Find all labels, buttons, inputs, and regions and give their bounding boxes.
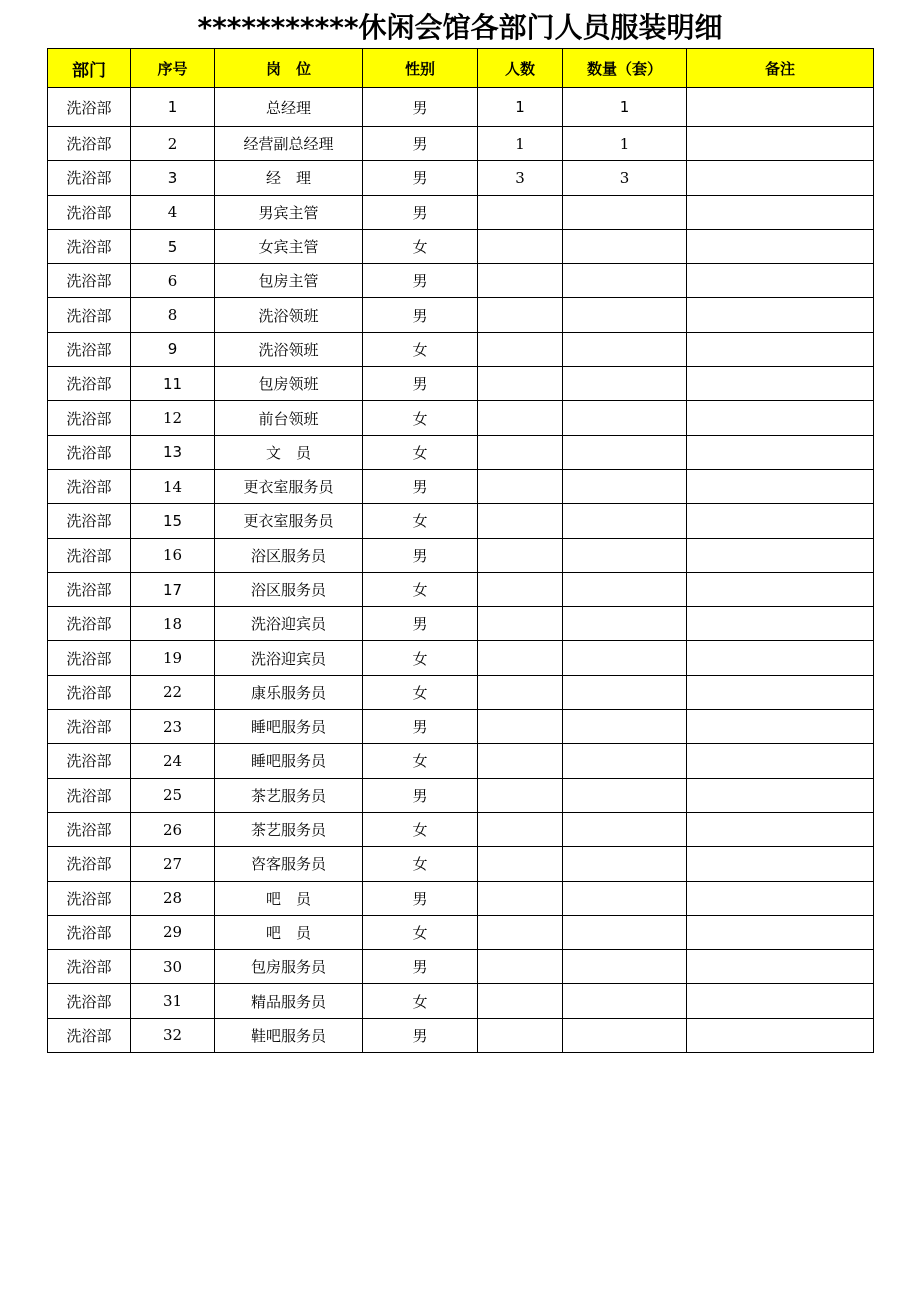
cell-count (478, 778, 563, 812)
cell-index: 16 (131, 538, 215, 572)
cell-count (478, 812, 563, 846)
cell-dept: 洗浴部 (48, 675, 131, 709)
cell-dept: 洗浴部 (48, 710, 131, 744)
cell-gender: 女 (363, 401, 478, 435)
table-row (48, 332, 874, 366)
cell-quantity (563, 298, 687, 332)
table-row (48, 161, 874, 195)
cell-count (478, 744, 563, 778)
cell-remark (687, 298, 874, 332)
cell-position: 精品服务员 (215, 984, 363, 1018)
table-row (48, 950, 874, 984)
cell-position: 鞋吧服务员 (215, 1018, 363, 1052)
cell-quantity (563, 847, 687, 881)
cell-index: 26 (131, 812, 215, 846)
cell-position: 男宾主管 (215, 195, 363, 229)
cell-position: 更衣室服务员 (215, 469, 363, 503)
header-row (48, 49, 874, 88)
cell-index: 29 (131, 915, 215, 949)
cell-gender: 男 (363, 538, 478, 572)
cell-remark (687, 744, 874, 778)
cell-count (478, 298, 563, 332)
cell-quantity (563, 950, 687, 984)
cell-index: 32 (131, 1018, 215, 1052)
cell-quantity (563, 1018, 687, 1052)
header-position: 岗 位 (215, 49, 363, 88)
cell-remark (687, 675, 874, 709)
cell-gender: 女 (363, 641, 478, 675)
cell-dept: 洗浴部 (48, 195, 131, 229)
cell-count: 1 (478, 88, 563, 127)
cell-index: 6 (131, 264, 215, 298)
header-dept: 部门 (48, 49, 131, 88)
cell-gender: 女 (363, 332, 478, 366)
cell-index: 23 (131, 710, 215, 744)
cell-gender: 女 (363, 847, 478, 881)
cell-index: 9 (131, 332, 215, 366)
table-row (48, 264, 874, 298)
cell-dept: 洗浴部 (48, 881, 131, 915)
cell-dept: 洗浴部 (48, 950, 131, 984)
cell-remark (687, 401, 874, 435)
cell-remark (687, 847, 874, 881)
cell-index: 25 (131, 778, 215, 812)
cell-position: 经 理 (215, 161, 363, 195)
table-row (48, 641, 874, 675)
table-row (48, 469, 874, 503)
cell-index: 4 (131, 195, 215, 229)
cell-quantity (563, 641, 687, 675)
cell-count (478, 847, 563, 881)
cell-remark (687, 984, 874, 1018)
table-row (48, 572, 874, 606)
cell-position: 康乐服务员 (215, 675, 363, 709)
cell-position: 睡吧服务员 (215, 744, 363, 778)
header-gender: 性别 (363, 49, 478, 88)
cell-remark (687, 435, 874, 469)
page-title: ***********休闲会馆各部门人员服装明细 (197, 11, 723, 44)
cell-gender: 女 (363, 572, 478, 606)
cell-gender: 男 (363, 881, 478, 915)
cell-dept: 洗浴部 (48, 469, 131, 503)
cell-position: 包房领班 (215, 367, 363, 401)
cell-quantity (563, 264, 687, 298)
cell-quantity (563, 469, 687, 503)
cell-dept: 洗浴部 (48, 504, 131, 538)
cell-count (478, 264, 563, 298)
cell-position: 咨客服务员 (215, 847, 363, 881)
cell-dept: 洗浴部 (48, 161, 131, 195)
cell-index: 3 (131, 161, 215, 195)
cell-index: 19 (131, 641, 215, 675)
table-row (48, 435, 874, 469)
table-row (48, 195, 874, 229)
table-row (48, 1018, 874, 1052)
cell-quantity (563, 881, 687, 915)
cell-count: 1 (478, 127, 563, 161)
cell-position: 包房服务员 (215, 950, 363, 984)
uniform-table (47, 48, 874, 1053)
table-row (48, 298, 874, 332)
cell-dept: 洗浴部 (48, 435, 131, 469)
cell-index: 12 (131, 401, 215, 435)
cell-gender: 女 (363, 744, 478, 778)
cell-count (478, 607, 563, 641)
cell-position: 洗浴领班 (215, 298, 363, 332)
cell-quantity (563, 401, 687, 435)
cell-dept: 洗浴部 (48, 264, 131, 298)
cell-dept: 洗浴部 (48, 607, 131, 641)
cell-quantity (563, 504, 687, 538)
cell-gender: 男 (363, 88, 478, 127)
cell-count (478, 401, 563, 435)
cell-quantity (563, 195, 687, 229)
cell-position: 经营副总经理 (215, 127, 363, 161)
cell-remark (687, 812, 874, 846)
cell-count (478, 675, 563, 709)
cell-count (478, 710, 563, 744)
cell-count (478, 367, 563, 401)
cell-index: 18 (131, 607, 215, 641)
cell-quantity (563, 572, 687, 606)
cell-position: 前台领班 (215, 401, 363, 435)
cell-quantity (563, 744, 687, 778)
cell-gender: 男 (363, 950, 478, 984)
cell-remark (687, 607, 874, 641)
cell-index: 28 (131, 881, 215, 915)
cell-position: 洗浴迎宾员 (215, 607, 363, 641)
cell-count (478, 435, 563, 469)
cell-dept: 洗浴部 (48, 812, 131, 846)
cell-dept: 洗浴部 (48, 572, 131, 606)
cell-gender: 男 (363, 161, 478, 195)
cell-position: 吧 员 (215, 915, 363, 949)
cell-count (478, 469, 563, 503)
cell-count (478, 915, 563, 949)
cell-quantity (563, 710, 687, 744)
cell-index: 13 (131, 435, 215, 469)
cell-remark (687, 264, 874, 298)
cell-quantity (563, 607, 687, 641)
header-remark: 备注 (687, 49, 874, 88)
cell-position: 洗浴迎宾员 (215, 641, 363, 675)
cell-dept: 洗浴部 (48, 298, 131, 332)
table-row (48, 812, 874, 846)
cell-dept: 洗浴部 (48, 847, 131, 881)
cell-dept: 洗浴部 (48, 641, 131, 675)
cell-gender: 男 (363, 607, 478, 641)
cell-remark (687, 1018, 874, 1052)
cell-remark (687, 195, 874, 229)
header-index: 序号 (131, 49, 215, 88)
cell-count (478, 881, 563, 915)
cell-quantity (563, 332, 687, 366)
cell-quantity (563, 367, 687, 401)
cell-quantity (563, 778, 687, 812)
cell-count: 3 (478, 161, 563, 195)
cell-gender: 男 (363, 469, 478, 503)
cell-position: 浴区服务员 (215, 572, 363, 606)
cell-dept: 洗浴部 (48, 915, 131, 949)
cell-dept: 洗浴部 (48, 984, 131, 1018)
cell-quantity: 1 (563, 88, 687, 127)
cell-quantity (563, 435, 687, 469)
cell-remark (687, 504, 874, 538)
cell-position: 女宾主管 (215, 229, 363, 263)
header-count: 人数 (478, 49, 563, 88)
cell-position: 茶艺服务员 (215, 812, 363, 846)
cell-count (478, 195, 563, 229)
cell-remark (687, 778, 874, 812)
cell-position: 睡吧服务员 (215, 710, 363, 744)
cell-position: 洗浴领班 (215, 332, 363, 366)
table-row (48, 710, 874, 744)
cell-position: 浴区服务员 (215, 538, 363, 572)
table-row (48, 984, 874, 1018)
table-row (48, 881, 874, 915)
cell-quantity (563, 675, 687, 709)
cell-index: 8 (131, 298, 215, 332)
cell-quantity (563, 984, 687, 1018)
cell-dept: 洗浴部 (48, 127, 131, 161)
cell-index: 30 (131, 950, 215, 984)
cell-gender: 男 (363, 778, 478, 812)
table-row (48, 229, 874, 263)
cell-gender: 女 (363, 504, 478, 538)
cell-index: 17 (131, 572, 215, 606)
cell-gender: 男 (363, 1018, 478, 1052)
table-row (48, 744, 874, 778)
cell-remark (687, 641, 874, 675)
cell-remark (687, 881, 874, 915)
cell-quantity (563, 229, 687, 263)
cell-remark (687, 469, 874, 503)
cell-remark (687, 915, 874, 949)
cell-remark (687, 710, 874, 744)
cell-quantity (563, 538, 687, 572)
cell-index: 11 (131, 367, 215, 401)
cell-remark (687, 229, 874, 263)
cell-quantity (563, 812, 687, 846)
cell-count (478, 332, 563, 366)
cell-index: 14 (131, 469, 215, 503)
table-row (48, 778, 874, 812)
cell-gender: 女 (363, 812, 478, 846)
cell-gender: 女 (363, 984, 478, 1018)
cell-index: 1 (131, 88, 215, 127)
cell-quantity: 1 (563, 127, 687, 161)
cell-count (478, 1018, 563, 1052)
cell-remark (687, 332, 874, 366)
cell-count (478, 229, 563, 263)
cell-gender: 女 (363, 229, 478, 263)
cell-gender: 女 (363, 675, 478, 709)
cell-position: 文 员 (215, 435, 363, 469)
cell-count (478, 950, 563, 984)
cell-dept: 洗浴部 (48, 778, 131, 812)
cell-dept: 洗浴部 (48, 401, 131, 435)
cell-dept: 洗浴部 (48, 88, 131, 127)
cell-remark (687, 161, 874, 195)
cell-remark (687, 538, 874, 572)
cell-gender: 男 (363, 127, 478, 161)
cell-gender: 男 (363, 367, 478, 401)
cell-dept: 洗浴部 (48, 538, 131, 572)
table-row (48, 127, 874, 161)
cell-position: 更衣室服务员 (215, 504, 363, 538)
table-row (48, 607, 874, 641)
table-row (48, 367, 874, 401)
cell-position: 包房主管 (215, 264, 363, 298)
cell-remark (687, 950, 874, 984)
cell-count (478, 504, 563, 538)
table-row (48, 675, 874, 709)
cell-quantity: 3 (563, 161, 687, 195)
table-row (48, 88, 874, 127)
cell-index: 24 (131, 744, 215, 778)
table-row (48, 538, 874, 572)
cell-dept: 洗浴部 (48, 229, 131, 263)
cell-position: 茶艺服务员 (215, 778, 363, 812)
cell-gender: 女 (363, 435, 478, 469)
cell-dept: 洗浴部 (48, 1018, 131, 1052)
cell-gender: 男 (363, 298, 478, 332)
cell-index: 22 (131, 675, 215, 709)
cell-gender: 男 (363, 264, 478, 298)
cell-gender: 男 (363, 710, 478, 744)
table-row (48, 504, 874, 538)
cell-remark (687, 367, 874, 401)
table-row (48, 915, 874, 949)
table-body (48, 88, 874, 1053)
cell-count (478, 641, 563, 675)
cell-index: 15 (131, 504, 215, 538)
cell-count (478, 538, 563, 572)
cell-index: 31 (131, 984, 215, 1018)
cell-index: 2 (131, 127, 215, 161)
cell-dept: 洗浴部 (48, 332, 131, 366)
table-row (48, 847, 874, 881)
table-row (48, 401, 874, 435)
cell-dept: 洗浴部 (48, 367, 131, 401)
cell-index: 27 (131, 847, 215, 881)
cell-remark (687, 572, 874, 606)
cell-remark (687, 88, 874, 127)
cell-count (478, 984, 563, 1018)
cell-remark (687, 127, 874, 161)
cell-quantity (563, 915, 687, 949)
header-quantity: 数量（套） (563, 49, 687, 88)
cell-gender: 女 (363, 915, 478, 949)
cell-gender: 男 (363, 195, 478, 229)
cell-dept: 洗浴部 (48, 744, 131, 778)
cell-index: 5 (131, 229, 215, 263)
cell-position: 吧 员 (215, 881, 363, 915)
cell-count (478, 572, 563, 606)
cell-position: 总经理 (215, 88, 363, 127)
